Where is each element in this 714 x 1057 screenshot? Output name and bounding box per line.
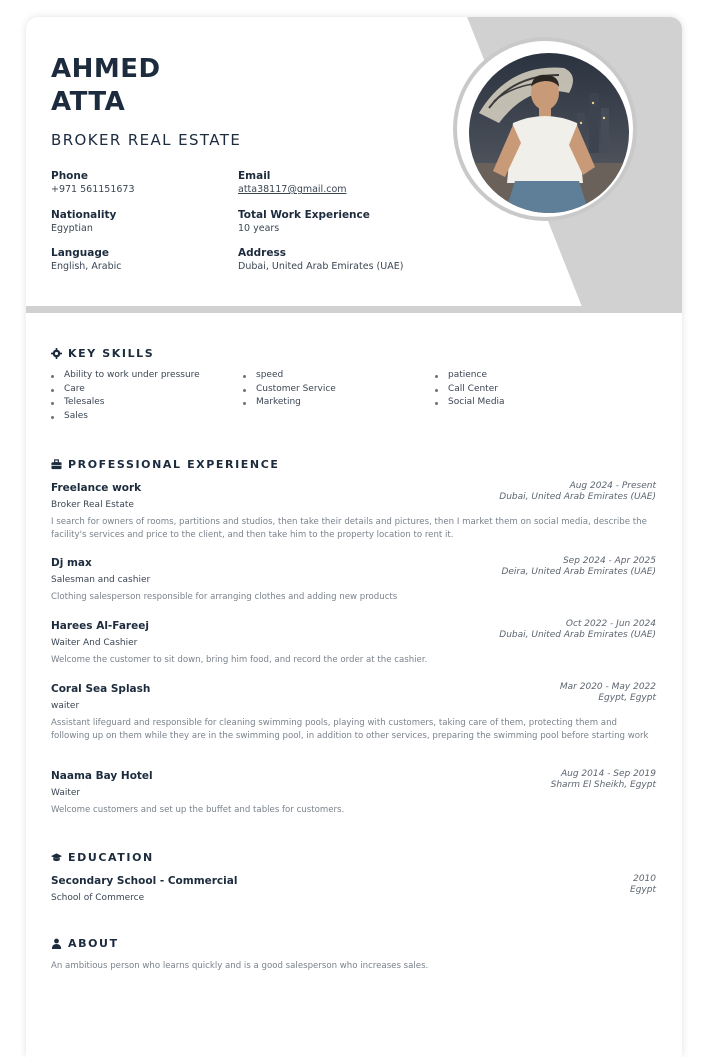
job-company: Naama Bay Hotel — [51, 770, 153, 782]
user-icon — [51, 938, 62, 949]
header-divider-band — [26, 306, 682, 313]
job-entry-5 — [51, 769, 656, 817]
job-description: I search for owners of rooms, partitions and studios, then take their details and pictures, then I market them on social media, describe the facility's services and price to the client, and then take him to the property location to rent it. — [51, 517, 647, 540]
job-entry-2 — [51, 556, 656, 604]
briefcase-icon — [51, 459, 62, 470]
skill-item: Care — [51, 383, 200, 397]
experience-label: Total Work Experience — [238, 209, 370, 221]
job-entry-1 — [51, 481, 656, 541]
skills-column-3 — [435, 369, 505, 410]
nationality-value: Egyptian — [51, 223, 93, 234]
job-meta — [499, 619, 656, 641]
candidate-name — [51, 53, 161, 119]
job-dates: Aug 2024 - Present — [569, 481, 656, 491]
skill-item: Call Center — [435, 383, 505, 397]
last-name: ATTA — [51, 87, 126, 117]
job-dates: Aug 2014 - Sep 2019 — [560, 769, 656, 779]
skill-item: Marketing — [243, 396, 336, 410]
job-role: waiter — [51, 701, 80, 711]
resume-page — [26, 17, 682, 1057]
experience-block — [238, 208, 370, 235]
education-entry — [51, 874, 656, 905]
skill-item: patience — [435, 369, 505, 383]
job-dates: Mar 2020 - May 2022 — [559, 682, 656, 692]
education-location: Egypt — [630, 885, 656, 895]
key-skills-title: KEY SKILLS — [68, 347, 155, 360]
experience-value: 10 years — [238, 223, 280, 234]
address-label: Address — [238, 247, 286, 259]
job-company: Coral Sea Splash — [51, 683, 151, 695]
job-entry-3 — [51, 619, 656, 667]
key-skills-heading — [51, 347, 154, 360]
phone-label: Phone — [51, 170, 88, 182]
job-dates: Sep 2024 - Apr 2025 — [562, 556, 656, 566]
about-heading — [51, 937, 119, 950]
skill-item: Social Media — [435, 396, 505, 410]
skill-item: Ability to work under pressure — [51, 369, 200, 383]
nationality-label: Nationality — [51, 209, 117, 221]
profile-photo — [469, 53, 629, 213]
job-company: Dj max — [51, 557, 92, 569]
skills-column-2 — [243, 369, 336, 410]
language-value: English, Arabic — [51, 261, 122, 272]
about-text: An ambitious person who learns quickly and is a good salesperson who increases sales. — [51, 961, 429, 971]
job-company: Harees Al-Fareej — [51, 620, 149, 632]
education-title: EDUCATION — [68, 851, 154, 864]
job-meta — [499, 481, 656, 503]
job-company: Freelance work — [51, 482, 142, 494]
profile-photo-frame — [453, 37, 637, 221]
job-role: Broker Real Estate — [51, 500, 134, 510]
job-entry-4 — [51, 682, 656, 742]
about-title: ABOUT — [68, 937, 119, 950]
address-value: Dubai, United Arab Emirates (UAE) — [238, 261, 404, 272]
job-title: BROKER REAL ESTATE — [51, 131, 242, 149]
experience-title: PROFESSIONAL EXPERIENCE — [68, 458, 280, 471]
skill-item: Telesales — [51, 396, 200, 410]
skill-item: speed — [243, 369, 336, 383]
education-heading — [51, 851, 154, 864]
job-role: Waiter And Cashier — [51, 638, 138, 648]
job-location: Sharm El Sheikh, Egypt — [550, 780, 656, 790]
gear-icon — [51, 348, 62, 359]
job-dates: Oct 2022 - Jun 2024 — [565, 619, 656, 629]
job-location: Egypt, Egypt — [598, 693, 656, 703]
education-degree: Secondary School - Commercial — [51, 875, 238, 887]
job-location: Dubai, United Arab Emirates (UAE) — [499, 630, 656, 640]
education-meta — [630, 874, 656, 896]
job-description: Assistant lifeguard and responsible for cleaning swimming pools, playing with customers, taking care of them, protecting them and following up on them while they are in the swimming pool, in addition to other services, preparing the swimming pool before starting work — [51, 718, 649, 741]
skill-item: Sales — [51, 410, 200, 424]
job-meta — [551, 769, 656, 791]
skill-item: Customer Service — [243, 383, 336, 397]
job-description: Clothing salesperson responsible for arranging clothes and adding new products — [51, 592, 398, 602]
nationality-block — [51, 208, 116, 235]
first-name: AHMED — [51, 54, 161, 84]
language-label: Language — [51, 247, 109, 259]
phone-block — [51, 169, 135, 196]
education-school: School of Commerce — [51, 893, 145, 903]
skills-column-1 — [51, 369, 200, 423]
job-location: Dubai, United Arab Emirates (UAE) — [499, 492, 656, 502]
email-label: Email — [238, 170, 271, 182]
graduation-cap-icon — [51, 852, 62, 863]
job-role: Waiter — [51, 788, 81, 798]
job-location: Deira, United Arab Emirates (UAE) — [501, 567, 656, 577]
job-description: Welcome the customer to sit down, bring him food, and record the order at the cashier. — [51, 655, 428, 665]
job-description: Welcome customers and set up the buffet and tables for customers. — [51, 805, 345, 815]
resume-header — [26, 17, 682, 312]
job-meta — [501, 556, 656, 578]
language-block — [51, 246, 121, 273]
phone-value: +971 561151673 — [51, 184, 135, 195]
experience-heading — [51, 458, 280, 471]
job-role: Salesman and cashier — [51, 575, 151, 585]
profile-photo-illustration — [469, 53, 629, 213]
job-meta — [560, 682, 656, 704]
email-link[interactable]: atta38117@gmail.com — [238, 184, 347, 195]
education-year: 2010 — [633, 874, 656, 884]
email-block — [238, 169, 347, 196]
address-block — [238, 246, 403, 273]
